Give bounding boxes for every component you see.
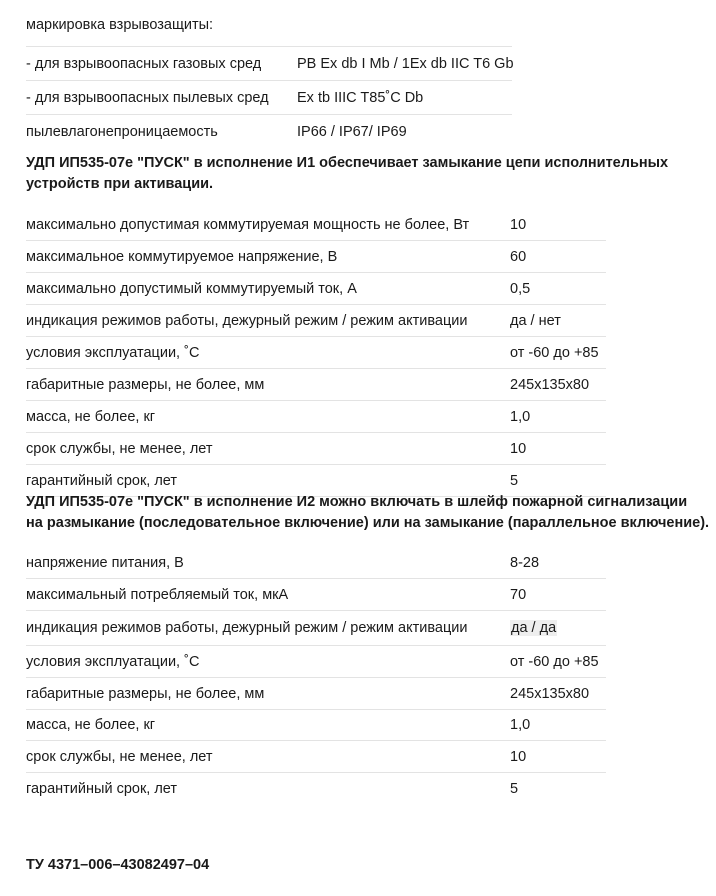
row-label: напряжение питания, В [26,554,184,571]
spec-table-i2 [26,547,606,804]
row-label: индикация режимов работы, дежурный режим / режим активации [26,312,468,329]
row-label: максимально допустимая коммутируемая мощность не более, Вт [26,216,470,233]
row-label: пылевлагонепроницаемость [26,123,218,140]
row-value: от -60 до +85 [510,344,599,361]
row-value: 1,0 [510,408,531,425]
table-row [26,305,606,337]
row-label: срок службы, не менее, лет [26,440,213,457]
row-value: 1,0 [510,717,531,733]
table-row [26,579,606,611]
table-row [26,773,606,804]
row-value: 245х135х80 [510,685,590,702]
row-value: да / да [511,620,557,636]
row-label: срок службы, не менее, лет [26,748,213,765]
paragraph-i1 [26,153,668,195]
row-label: максимально допустимый коммутируемый ток, А [26,280,357,297]
paragraph-line: устройств при активации. [26,176,214,192]
row-value: 70 [510,586,527,603]
explosion-protection-table [26,13,512,148]
table-row [26,710,606,741]
technical-spec-number: ТУ 4371–006–43082497–04 [26,857,210,873]
table-row [26,81,512,115]
explosion-marking-header [26,13,512,47]
table-row [26,433,606,465]
spec-table-i1 [26,209,606,497]
row-label: гарантийный срок, лет [26,472,178,489]
table-row [26,115,512,148]
table-row [26,547,606,579]
row-label: масса, не более, кг [26,408,156,425]
paragraph-line: УДП ИП535-07е "ПУСК" в исполнение И2 можно включать в шлейф пожарной сигнализации [26,494,688,510]
row-value: 245х135х80 [510,376,590,393]
table-row [26,646,606,678]
row-value: 5 [510,780,519,797]
table-row [26,241,606,273]
row-value: от -60 до +85 [510,653,599,670]
row-label: габаритные размеры, не более, мм [26,685,265,702]
section-header: маркировка взрывозащиты: [26,17,214,33]
table-row [26,209,606,241]
row-label: максимальное коммутируемое напряжение, В [26,248,338,265]
row-value: PB Ex db I Mb / 1Ex db IIC T6 Gb [297,55,514,72]
row-value: 10 [510,748,527,765]
table-row [26,611,606,646]
table-row [26,401,606,433]
row-value: 60 [510,248,527,265]
table-row [26,273,606,305]
table-row [26,337,606,369]
table-row [26,741,606,773]
row-value: 10 [510,216,527,233]
row-label: максимальный потребляемый ток, мкА [26,586,289,603]
paragraph-line: УДП ИП535-07е "ПУСК" в исполнение И1 обеспечивает замыкание цепи исполнительных [26,155,669,171]
row-label: индикация режимов работы, дежурный режим / режим активации [26,620,468,636]
row-value: 5 [510,472,519,489]
paragraph-line: на размыкание (последовательное включение) или на замыкание (параллельное включение). [26,515,710,531]
paragraph-i2 [26,492,709,534]
table-row [26,369,606,401]
row-value: да / нет [510,312,561,329]
row-label: - для взрывоопасных газовых сред [26,55,262,72]
row-label: условия эксплуатации, ˚С [26,653,200,670]
row-value: Ex tb IIIC T85˚C Db [297,89,424,106]
row-label: - для взрывоопасных пылевых сред [26,89,269,106]
row-value: 8-28 [510,554,540,571]
row-label: условия эксплуатации, ˚С [26,344,200,361]
row-label: масса, не более, кг [26,717,156,733]
row-value: 0,5 [510,280,531,297]
table-row [26,47,512,81]
row-value: 10 [510,440,527,457]
row-value: IP66 / IP67/ IP69 [297,123,407,140]
row-label: габаритные размеры, не более, мм [26,376,265,393]
row-label: гарантийный срок, лет [26,780,178,797]
table-row [26,678,606,710]
